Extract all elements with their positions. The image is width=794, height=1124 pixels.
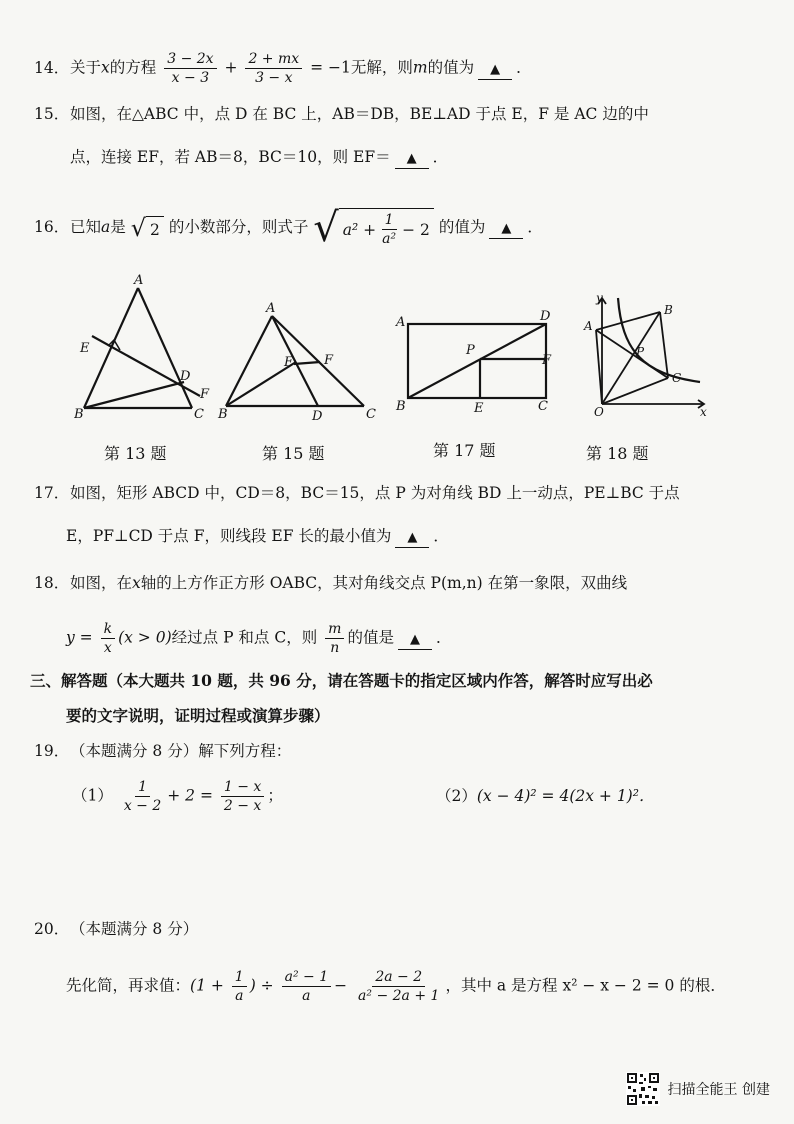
- q18-line2-mid: 经过点 P 和点 C，则: [171, 628, 318, 647]
- fig15-label-f: F: [324, 353, 334, 368]
- q19-p1-frac1-den: x − 2: [123, 798, 162, 814]
- q14-plus: +: [224, 58, 238, 77]
- q20-frac1: [232, 968, 247, 1005]
- q19-p1-frac2-den: 2 − x: [223, 798, 262, 814]
- fig13-label-d: D: [180, 369, 191, 384]
- q18-frac-num: k: [101, 620, 115, 639]
- q15-answer-blank: ▲: [395, 150, 429, 169]
- q16-sqrt2: [131, 216, 164, 241]
- question-19: [34, 740, 291, 762]
- figure-15-diagram: [214, 300, 384, 425]
- figure-17-diagram: [392, 306, 562, 421]
- q16-middle: 是: [110, 218, 126, 236]
- q18-suffix: 的值是: [347, 628, 394, 647]
- q16-suffix: 的值为: [438, 218, 486, 236]
- q16-expr-a2: a² +: [342, 220, 377, 239]
- q20-frac2-den: a: [302, 988, 311, 1004]
- fig18-label-p: P: [636, 345, 645, 359]
- fig18-label-b: B: [664, 303, 673, 317]
- fig15-label-e: E: [284, 355, 294, 370]
- q20-frac2: [282, 968, 332, 1005]
- q14-suffix: 无解，则: [350, 58, 413, 77]
- q16-end: ．: [527, 218, 543, 236]
- q20-frac1-num: 1: [232, 968, 247, 987]
- question-16: [34, 205, 543, 251]
- q14-suffix2: 的值为: [427, 58, 475, 77]
- watermark-text: 扫描全能王 创建: [667, 1082, 770, 1098]
- figure-15: [214, 300, 384, 425]
- q20-part2: ) ÷: [249, 976, 274, 995]
- figure-13-diagram: [74, 270, 224, 430]
- q14-middle: 的方程: [109, 58, 157, 77]
- q14-end: ．: [516, 58, 532, 77]
- q16-frac: [379, 211, 399, 248]
- q19-p1-frac2-num: 1 − x: [221, 778, 264, 797]
- fig13-label-a: A: [134, 273, 144, 288]
- q20-frac1-den: a: [235, 988, 244, 1004]
- fig15-label-c: C: [366, 407, 376, 422]
- q14-frac2-den: 3 − x: [255, 70, 293, 86]
- fig15-label-b: B: [218, 407, 228, 422]
- fig18-label-o: O: [594, 405, 604, 419]
- scanner-watermark: [626, 1072, 770, 1106]
- q20-frac2-num: a² − 1: [282, 968, 332, 987]
- fig17-label-b: B: [396, 399, 406, 414]
- q16-middle2: 的小数部分，则式子: [168, 218, 309, 236]
- q20-expression: [66, 968, 726, 1005]
- question-18: [34, 572, 627, 594]
- fig13-label-c: C: [194, 407, 204, 422]
- fig15-label-d: D: [312, 409, 323, 424]
- q20-frac3-den: a² − 2a + 1: [358, 988, 440, 1004]
- q18-line2: [66, 620, 451, 657]
- figure-18-caption: 第 18 题: [586, 444, 649, 463]
- q19-p1-frac1-num: 1: [135, 778, 150, 797]
- fig13-label-f: F: [200, 387, 210, 402]
- figure-17: [392, 306, 562, 421]
- q14-frac2: [245, 50, 302, 87]
- q18-var-x: x: [132, 574, 141, 592]
- figure-18-diagram: [582, 290, 712, 420]
- q15-line2: [70, 146, 448, 169]
- q17-answer-blank: ▲: [395, 529, 429, 548]
- q18-frac-den: x: [103, 640, 112, 656]
- q18-y-eq: y =: [66, 628, 93, 647]
- fig17-label-e: E: [474, 401, 484, 416]
- fig18-label-a: A: [584, 319, 593, 333]
- q16-expr-tail: − 2: [402, 220, 430, 239]
- q20-title: （本题满分 8 分）: [70, 920, 199, 938]
- section-3-heading-line2: 要的文字说明，证明过程或演算步骤）: [66, 706, 330, 725]
- q17-line2: [66, 525, 449, 548]
- q15-line1: 如图，在△ABC 中，点 D 在 BC 上，AB＝DB，BE⊥AD 于点 E，F 是 AC 边的中: [70, 105, 649, 123]
- fig18-label-c: C: [672, 371, 682, 385]
- fig13-label-e: E: [80, 341, 90, 356]
- q14-frac2-num: 2 + mx: [245, 50, 302, 69]
- q14-frac1-num: 3 − 2x: [164, 50, 216, 69]
- fig17-label-a: A: [396, 315, 406, 330]
- q20-prefix: 先化简，再求值：: [66, 976, 191, 995]
- fig17-label-d: D: [540, 309, 551, 324]
- q14-prefix: 关于: [70, 58, 102, 77]
- q19-p2-expr: (x − 4)² = 4(2x + 1)²．: [476, 787, 655, 805]
- q18-frac2-num: m: [325, 620, 344, 639]
- q14-rhs: = −1: [310, 58, 351, 77]
- q15-line2-text: 点，连接 EF，若 AB＝8，BC＝10，则 EF＝: [70, 148, 391, 166]
- q14-var-m: m: [412, 58, 428, 77]
- q16-frac-num: 1: [382, 211, 397, 230]
- q18-end: ．: [435, 628, 452, 647]
- q17-number: 17．: [34, 484, 70, 502]
- q18-number: 18．: [34, 574, 70, 592]
- q14-number: 14．: [34, 58, 70, 77]
- q19-part1: [72, 778, 283, 815]
- q15-end: ．: [432, 148, 449, 166]
- figure-13: [74, 270, 224, 430]
- q19-p1-end: ；: [267, 786, 283, 805]
- sqrt-icon: √: [313, 205, 339, 251]
- figure-17-caption: 第 17 题: [433, 441, 496, 460]
- q16-sqrt-expr: [313, 205, 434, 251]
- q16-var-a: a: [101, 218, 111, 236]
- q20-part1: (1 +: [190, 976, 224, 995]
- q14-frac1-den: x − 3: [171, 70, 210, 86]
- figure-15-caption: 第 15 题: [262, 444, 325, 463]
- section-3-heading: 三、解答题（本大题共 10 题，共 96 分，请在答题卡的指定区域内作答，解答时应写出必: [30, 671, 653, 690]
- q14-frac1: [164, 50, 216, 87]
- q18-prefix: 如图，在: [70, 574, 133, 592]
- fig13-label-b: B: [74, 407, 84, 422]
- q19-p2-label: （2）: [436, 787, 477, 805]
- sqrt-icon: √: [130, 214, 147, 242]
- q18-cond: (x > 0): [118, 628, 172, 647]
- q20-suffix: ，其中 a 是方程 x² − x − 2 = 0 的根．: [445, 976, 726, 995]
- fig15-label-a: A: [266, 301, 276, 316]
- q19-p1-frac1: [121, 778, 164, 815]
- q16-number: 16．: [34, 218, 70, 236]
- q20-part3: −: [334, 976, 348, 995]
- fig17-label-f: F: [542, 353, 552, 368]
- fig18-label-y: y: [596, 291, 603, 305]
- q16-prefix: 已知: [70, 218, 102, 236]
- q19-title: （本题满分 8 分）解下列方程：: [70, 742, 292, 760]
- q17-line1: 如图，矩形 ABCD 中，CD＝8，BC＝15，点 P 为对角线 BD 上一动点，PE⊥BC 于点: [70, 484, 680, 502]
- q14-var-x: x: [101, 58, 110, 77]
- q15-number: 15．: [34, 105, 70, 123]
- q16-sqrt-arg: 2: [146, 216, 164, 241]
- q20-frac3: [355, 968, 442, 1005]
- question-15: [34, 103, 649, 125]
- q18-frac-mn: [325, 620, 344, 657]
- question-20: [34, 918, 198, 940]
- q19-part2: [436, 785, 654, 807]
- q20-number: 20．: [34, 920, 70, 938]
- q14-answer-blank: ▲: [478, 61, 512, 80]
- q20-frac3-num: 2a − 2: [372, 968, 425, 987]
- q19-p1-mid: + 2 =: [167, 786, 213, 805]
- q18-frac-kx: [101, 620, 115, 657]
- q16-answer-blank: ▲: [489, 220, 523, 239]
- figure-13-caption: 第 13 题: [104, 444, 167, 463]
- fig17-label-c: C: [538, 399, 548, 414]
- fig18-label-x: x: [700, 405, 707, 419]
- question-14: [34, 50, 532, 87]
- q19-number: 19．: [34, 742, 70, 760]
- q17-end: ．: [433, 527, 449, 545]
- fig17-label-p: P: [466, 343, 475, 358]
- qr-code-icon: [626, 1072, 660, 1106]
- q19-p1-label: （1）: [72, 786, 113, 805]
- q18-line1: 轴的上方作正方形 OABC，其对角线交点 P(m,n) 在第一象限，双曲线: [140, 574, 628, 592]
- question-17: [34, 482, 680, 504]
- q16-sqrt-expr-body: [339, 208, 434, 248]
- figure-18: [582, 290, 712, 420]
- q17-line2-text: E，PF⊥CD 于点 F，则线段 EF 长的最小值为: [66, 527, 392, 545]
- q18-answer-blank: ▲: [398, 631, 432, 650]
- q18-frac2-den: n: [330, 640, 340, 656]
- q16-frac-den: a²: [382, 231, 397, 247]
- q19-p1-frac2: [221, 778, 264, 815]
